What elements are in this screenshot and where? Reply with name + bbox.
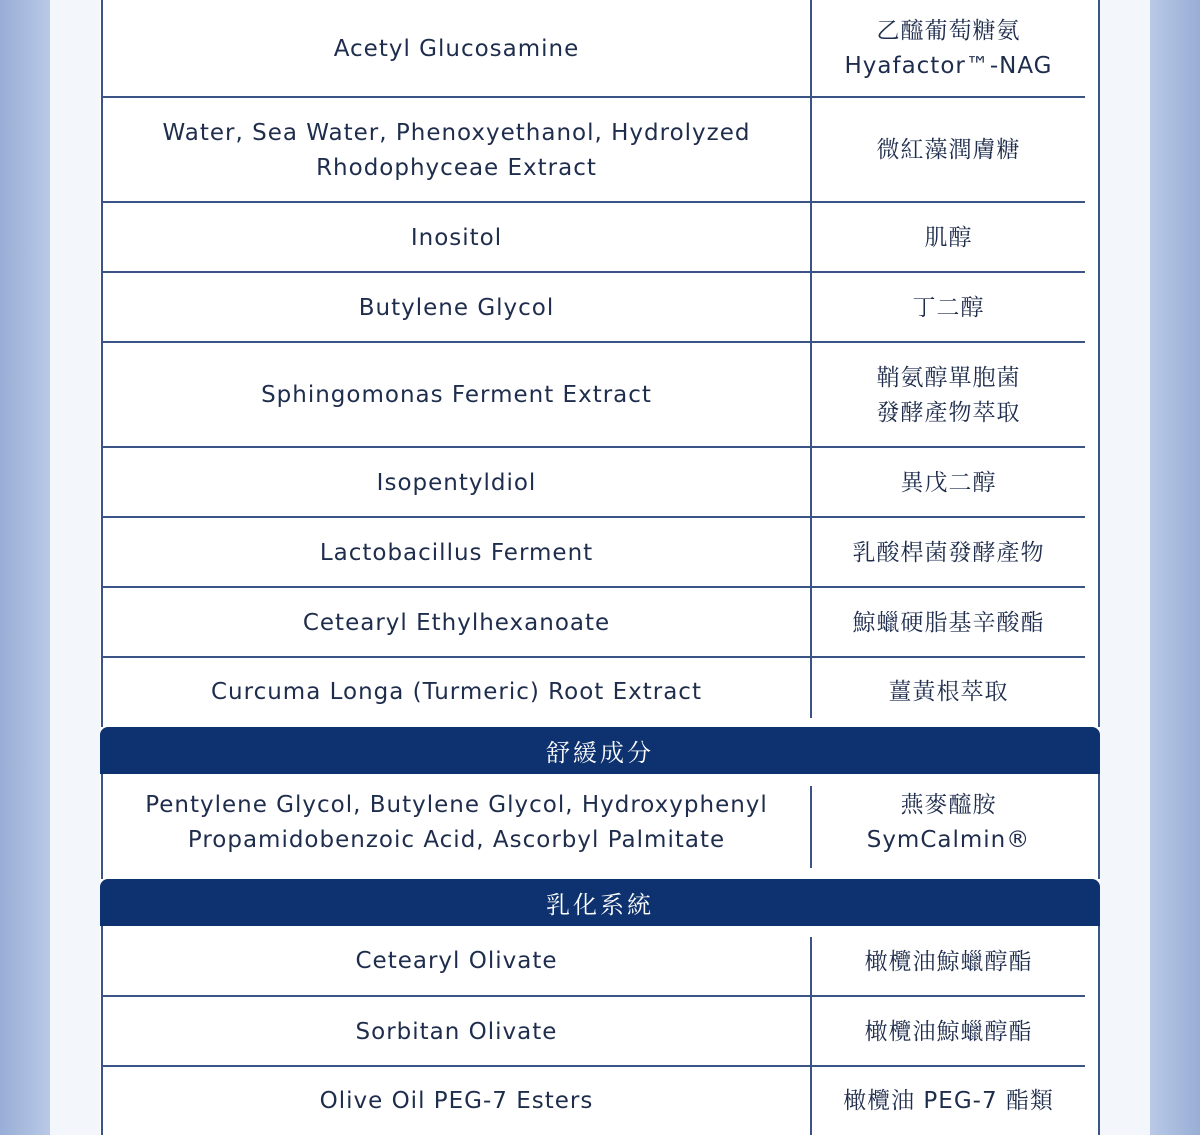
section-header-emulsion — [100, 879, 1100, 926]
table-row — [103, 518, 1085, 588]
table-row — [103, 203, 1085, 273]
table-right-border — [1098, 774, 1100, 879]
ingredient-zh: 橄欖油鯨蠟醇酯 — [864, 948, 1033, 975]
ingredient-zh: 橄欖油鯨蠟醇酯 — [864, 1018, 1033, 1045]
table-row — [103, 448, 1085, 518]
table-row — [103, 658, 1085, 718]
ingredient-en: Curcuma Longa (Turmeric) Root Extract — [211, 678, 702, 705]
ingredient-en: Cetearyl Ethylhexanoate — [302, 609, 611, 636]
table-row — [103, 1067, 1085, 1135]
table-row — [103, 343, 1085, 448]
ingredient-en: Olive Oil PEG-7 Esters — [319, 1087, 594, 1114]
table-row — [103, 937, 1085, 997]
left-side-band — [0, 0, 50, 1135]
ingredient-zh: 燕麥醯胺 SymCalmin® — [866, 792, 1031, 853]
ingredient-zh: 鞘氨醇單胞菌 發酵產物萃取 — [876, 364, 1021, 426]
table-row — [103, 786, 1085, 868]
ingredient-en: Sphingomonas Ferment Extract — [261, 382, 652, 408]
ingredient-zh: 肌醇 — [924, 224, 973, 251]
section-header-soothing — [100, 727, 1100, 774]
table-row — [103, 997, 1085, 1067]
ingredient-en: Sorbitan Olivate — [355, 1018, 558, 1045]
table-row — [103, 273, 1085, 343]
section-title: 乳化系統 — [546, 891, 654, 919]
ingredient-en: Butylene Glycol — [358, 294, 555, 321]
ingredient-zh: 丁二醇 — [912, 294, 985, 321]
section-title: 舒緩成分 — [546, 739, 654, 767]
table-row — [103, 98, 1085, 203]
ingredient-en: Lactobacillus Ferment — [319, 539, 594, 566]
table-right-border — [1098, 926, 1100, 1135]
ingredient-en: Acetyl Glucosamine — [333, 35, 580, 62]
ingredient-zh: 鯨蠟硬脂基辛酸酯 — [852, 609, 1045, 636]
ingredient-zh: 乳酸桿菌發酵產物 — [852, 539, 1045, 566]
ingredient-zh: 微紅藻潤膚糖 — [876, 137, 1021, 163]
table-row — [103, 588, 1085, 658]
ingredient-zh: 乙醯葡萄糖氨 Hyafactor™-NAG — [844, 18, 1053, 79]
ingredient-en: Isopentyldiol — [376, 469, 537, 496]
ingredient-en: Pentylene Glycol, Butylene Glycol, Hydroxyphenyl Propamidobenzoic Acid, Ascorbyl Palmitate — [145, 792, 768, 853]
table-row — [103, 0, 1085, 98]
ingredient-zh: 橄欖油 PEG-7 酯類 — [843, 1087, 1054, 1114]
right-side-band — [1150, 0, 1200, 1135]
ingredient-zh: 異戊二醇 — [900, 469, 997, 496]
ingredient-zh: 薑黃根萃取 — [888, 678, 1009, 705]
table-right-border — [1098, 0, 1100, 727]
ingredient-en: Cetearyl Olivate — [355, 947, 558, 974]
ingredient-en: Inositol — [410, 224, 503, 251]
ingredient-en: Water, Sea Water, Phenoxyethanol, Hydrolyzed Rhodophyceae Extract — [162, 119, 751, 181]
